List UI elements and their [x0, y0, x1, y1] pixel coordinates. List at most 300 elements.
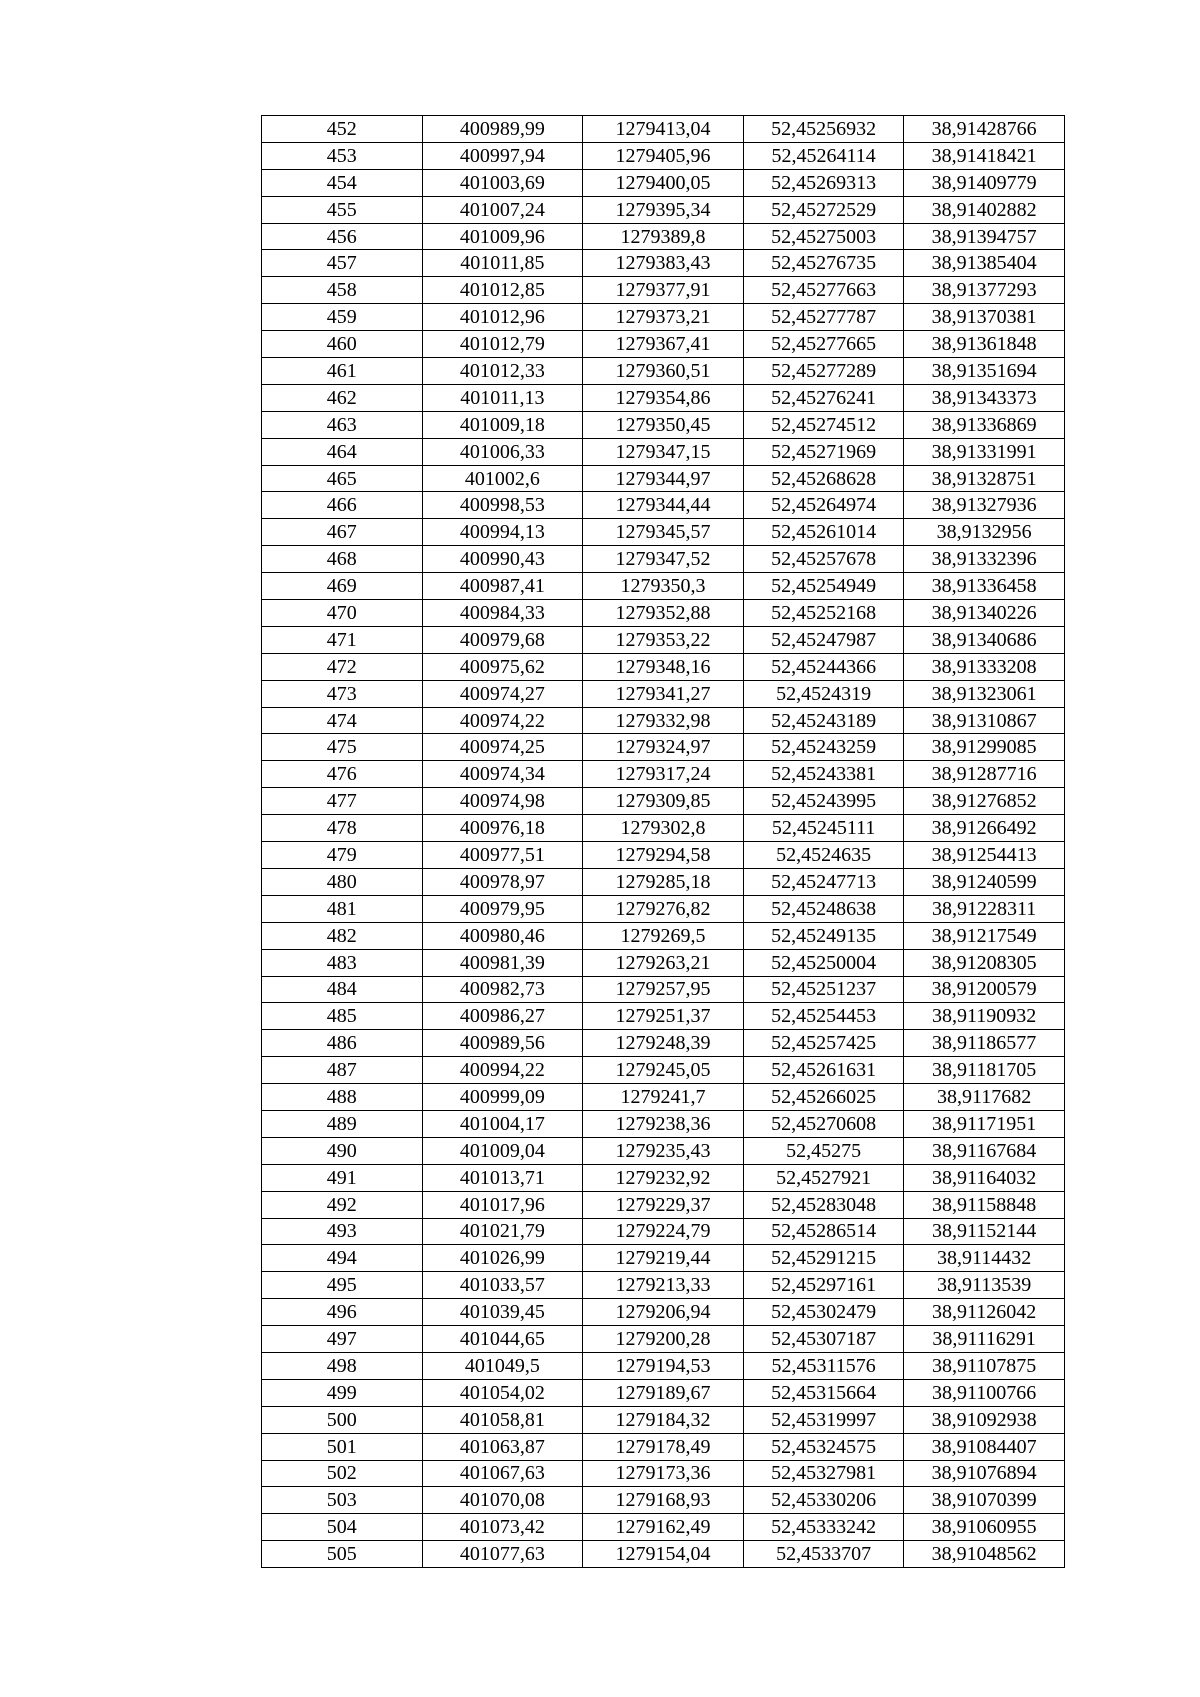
table-row — [262, 1084, 1065, 1111]
latitude-cell: 52,45268628 — [743, 465, 904, 492]
coordinates-table — [261, 115, 1065, 1568]
y-coordinate-cell: 1279352,88 — [583, 600, 744, 627]
table-row — [262, 895, 1065, 922]
y-coordinate-cell: 1279168,93 — [583, 1487, 744, 1514]
point-number-cell: 461 — [262, 358, 423, 385]
point-number-cell: 494 — [262, 1245, 423, 1272]
latitude-cell: 52,45244366 — [743, 653, 904, 680]
longitude-cell: 38,91266492 — [904, 815, 1065, 842]
table-row — [262, 304, 1065, 331]
x-coordinate-cell: 400974,27 — [422, 680, 583, 707]
table-row — [262, 1460, 1065, 1487]
longitude-cell: 38,91107875 — [904, 1352, 1065, 1379]
latitude-cell: 52,45274512 — [743, 411, 904, 438]
point-number-cell: 462 — [262, 384, 423, 411]
latitude-cell: 52,45264114 — [743, 142, 904, 169]
point-number-cell: 495 — [262, 1272, 423, 1299]
longitude-cell: 38,91323061 — [904, 680, 1065, 707]
y-coordinate-cell: 1279206,94 — [583, 1299, 744, 1326]
latitude-cell: 52,45249135 — [743, 922, 904, 949]
point-number-cell: 470 — [262, 600, 423, 627]
longitude-cell: 38,91351694 — [904, 358, 1065, 385]
longitude-cell: 38,91228311 — [904, 895, 1065, 922]
point-number-cell: 491 — [262, 1164, 423, 1191]
table-row — [262, 1379, 1065, 1406]
latitude-cell: 52,45297161 — [743, 1272, 904, 1299]
longitude-cell: 38,91158848 — [904, 1191, 1065, 1218]
table-row — [262, 1433, 1065, 1460]
point-number-cell: 488 — [262, 1084, 423, 1111]
point-number-cell: 499 — [262, 1379, 423, 1406]
x-coordinate-cell: 400977,51 — [422, 842, 583, 869]
latitude-cell: 52,45266025 — [743, 1084, 904, 1111]
x-coordinate-cell: 400994,22 — [422, 1057, 583, 1084]
latitude-cell: 52,45251237 — [743, 976, 904, 1003]
longitude-cell: 38,91336869 — [904, 411, 1065, 438]
latitude-cell: 52,45271969 — [743, 438, 904, 465]
x-coordinate-cell: 400987,41 — [422, 573, 583, 600]
longitude-cell: 38,9132956 — [904, 519, 1065, 546]
latitude-cell: 52,45254949 — [743, 573, 904, 600]
table-row — [262, 1406, 1065, 1433]
table-row — [262, 949, 1065, 976]
y-coordinate-cell: 1279405,96 — [583, 142, 744, 169]
latitude-cell: 52,45276735 — [743, 250, 904, 277]
y-coordinate-cell: 1279194,53 — [583, 1352, 744, 1379]
x-coordinate-cell: 400974,98 — [422, 788, 583, 815]
y-coordinate-cell: 1279353,22 — [583, 626, 744, 653]
point-number-cell: 460 — [262, 331, 423, 358]
table-row — [262, 1110, 1065, 1137]
table-row — [262, 1272, 1065, 1299]
point-number-cell: 469 — [262, 573, 423, 600]
y-coordinate-cell: 1279344,97 — [583, 465, 744, 492]
table-row — [262, 707, 1065, 734]
y-coordinate-cell: 1279350,45 — [583, 411, 744, 438]
y-coordinate-cell: 1279309,85 — [583, 788, 744, 815]
x-coordinate-cell: 400989,99 — [422, 116, 583, 143]
longitude-cell: 38,91217549 — [904, 922, 1065, 949]
table-row — [262, 196, 1065, 223]
y-coordinate-cell: 1279377,91 — [583, 277, 744, 304]
table-row — [262, 1164, 1065, 1191]
longitude-cell: 38,91126042 — [904, 1299, 1065, 1326]
latitude-cell: 52,45286514 — [743, 1218, 904, 1245]
x-coordinate-cell: 400982,73 — [422, 976, 583, 1003]
longitude-cell: 38,91428766 — [904, 116, 1065, 143]
table-row — [262, 1299, 1065, 1326]
table-row — [262, 169, 1065, 196]
point-number-cell: 455 — [262, 196, 423, 223]
table-row — [262, 1137, 1065, 1164]
x-coordinate-cell: 401006,33 — [422, 438, 583, 465]
latitude-cell: 52,45327981 — [743, 1460, 904, 1487]
y-coordinate-cell: 1279344,44 — [583, 492, 744, 519]
latitude-cell: 52,45330206 — [743, 1487, 904, 1514]
table-row — [262, 277, 1065, 304]
x-coordinate-cell: 400974,34 — [422, 761, 583, 788]
point-number-cell: 468 — [262, 546, 423, 573]
longitude-cell: 38,91076894 — [904, 1460, 1065, 1487]
latitude-cell: 52,45283048 — [743, 1191, 904, 1218]
longitude-cell: 38,91060955 — [904, 1514, 1065, 1541]
latitude-cell: 52,45264974 — [743, 492, 904, 519]
longitude-cell: 38,91070399 — [904, 1487, 1065, 1514]
y-coordinate-cell: 1279373,21 — [583, 304, 744, 331]
point-number-cell: 463 — [262, 411, 423, 438]
x-coordinate-cell: 401012,85 — [422, 277, 583, 304]
latitude-cell: 52,45315664 — [743, 1379, 904, 1406]
y-coordinate-cell: 1279400,05 — [583, 169, 744, 196]
x-coordinate-cell: 401011,85 — [422, 250, 583, 277]
point-number-cell: 498 — [262, 1352, 423, 1379]
x-coordinate-cell: 400976,18 — [422, 815, 583, 842]
table-row — [262, 331, 1065, 358]
longitude-cell: 38,91287716 — [904, 761, 1065, 788]
point-number-cell: 478 — [262, 815, 423, 842]
longitude-cell: 38,91385404 — [904, 250, 1065, 277]
point-number-cell: 482 — [262, 922, 423, 949]
x-coordinate-cell: 400978,97 — [422, 868, 583, 895]
point-number-cell: 454 — [262, 169, 423, 196]
longitude-cell: 38,91240599 — [904, 868, 1065, 895]
longitude-cell: 38,91092938 — [904, 1406, 1065, 1433]
latitude-cell: 52,45270608 — [743, 1110, 904, 1137]
table-row — [262, 976, 1065, 1003]
latitude-cell: 52,45277665 — [743, 331, 904, 358]
longitude-cell: 38,91377293 — [904, 277, 1065, 304]
y-coordinate-cell: 1279178,49 — [583, 1433, 744, 1460]
x-coordinate-cell: 401012,96 — [422, 304, 583, 331]
point-number-cell: 474 — [262, 707, 423, 734]
table-row — [262, 680, 1065, 707]
point-number-cell: 493 — [262, 1218, 423, 1245]
x-coordinate-cell: 401012,79 — [422, 331, 583, 358]
y-coordinate-cell: 1279302,8 — [583, 815, 744, 842]
latitude-cell: 52,45272529 — [743, 196, 904, 223]
point-number-cell: 465 — [262, 465, 423, 492]
longitude-cell: 38,91310867 — [904, 707, 1065, 734]
x-coordinate-cell: 401009,18 — [422, 411, 583, 438]
x-coordinate-cell: 401012,33 — [422, 358, 583, 385]
y-coordinate-cell: 1279235,43 — [583, 1137, 744, 1164]
latitude-cell: 52,4524319 — [743, 680, 904, 707]
latitude-cell: 52,4524635 — [743, 842, 904, 869]
point-number-cell: 458 — [262, 277, 423, 304]
latitude-cell: 52,45243189 — [743, 707, 904, 734]
latitude-cell: 52,45275003 — [743, 223, 904, 250]
point-number-cell: 466 — [262, 492, 423, 519]
longitude-cell: 38,91340686 — [904, 626, 1065, 653]
table-row — [262, 1218, 1065, 1245]
table-row — [262, 573, 1065, 600]
y-coordinate-cell: 1279285,18 — [583, 868, 744, 895]
x-coordinate-cell: 401073,42 — [422, 1514, 583, 1541]
y-coordinate-cell: 1279348,16 — [583, 653, 744, 680]
longitude-cell: 38,91254413 — [904, 842, 1065, 869]
x-coordinate-cell: 400974,22 — [422, 707, 583, 734]
x-coordinate-cell: 400979,95 — [422, 895, 583, 922]
table-row — [262, 116, 1065, 143]
table-row — [262, 250, 1065, 277]
y-coordinate-cell: 1279189,67 — [583, 1379, 744, 1406]
latitude-cell: 52,45243995 — [743, 788, 904, 815]
x-coordinate-cell: 400994,13 — [422, 519, 583, 546]
latitude-cell: 52,45307187 — [743, 1326, 904, 1353]
latitude-cell: 52,45247713 — [743, 868, 904, 895]
x-coordinate-cell: 401049,5 — [422, 1352, 583, 1379]
table-row — [262, 734, 1065, 761]
latitude-cell: 52,45302479 — [743, 1299, 904, 1326]
table-row — [262, 1352, 1065, 1379]
latitude-cell: 52,45269313 — [743, 169, 904, 196]
latitude-cell: 52,45256932 — [743, 116, 904, 143]
table-row — [262, 142, 1065, 169]
table-row — [262, 1541, 1065, 1568]
latitude-cell: 52,45250004 — [743, 949, 904, 976]
latitude-cell: 52,45291215 — [743, 1245, 904, 1272]
point-number-cell: 504 — [262, 1514, 423, 1541]
x-coordinate-cell: 401007,24 — [422, 196, 583, 223]
y-coordinate-cell: 1279245,05 — [583, 1057, 744, 1084]
longitude-cell: 38,91332396 — [904, 546, 1065, 573]
point-number-cell: 472 — [262, 653, 423, 680]
y-coordinate-cell: 1279184,32 — [583, 1406, 744, 1433]
latitude-cell: 52,45275 — [743, 1137, 904, 1164]
y-coordinate-cell: 1279383,43 — [583, 250, 744, 277]
longitude-cell: 38,91164032 — [904, 1164, 1065, 1191]
point-number-cell: 475 — [262, 734, 423, 761]
latitude-cell: 52,45254453 — [743, 1003, 904, 1030]
point-number-cell: 452 — [262, 116, 423, 143]
y-coordinate-cell: 1279332,98 — [583, 707, 744, 734]
x-coordinate-cell: 400997,94 — [422, 142, 583, 169]
longitude-cell: 38,91084407 — [904, 1433, 1065, 1460]
point-number-cell: 501 — [262, 1433, 423, 1460]
latitude-cell: 52,45277663 — [743, 277, 904, 304]
y-coordinate-cell: 1279251,37 — [583, 1003, 744, 1030]
y-coordinate-cell: 1279269,5 — [583, 922, 744, 949]
longitude-cell: 38,91340226 — [904, 600, 1065, 627]
y-coordinate-cell: 1279257,95 — [583, 976, 744, 1003]
longitude-cell: 38,9113539 — [904, 1272, 1065, 1299]
longitude-cell: 38,91100766 — [904, 1379, 1065, 1406]
longitude-cell: 38,91048562 — [904, 1541, 1065, 1568]
point-number-cell: 484 — [262, 976, 423, 1003]
table-row — [262, 384, 1065, 411]
y-coordinate-cell: 1279350,3 — [583, 573, 744, 600]
x-coordinate-cell: 401058,81 — [422, 1406, 583, 1433]
y-coordinate-cell: 1279248,39 — [583, 1030, 744, 1057]
table-row — [262, 1487, 1065, 1514]
y-coordinate-cell: 1279224,79 — [583, 1218, 744, 1245]
table-row — [262, 438, 1065, 465]
y-coordinate-cell: 1279294,58 — [583, 842, 744, 869]
x-coordinate-cell: 400974,25 — [422, 734, 583, 761]
y-coordinate-cell: 1279360,51 — [583, 358, 744, 385]
latitude-cell: 52,45276241 — [743, 384, 904, 411]
table-row — [262, 600, 1065, 627]
table-row — [262, 1514, 1065, 1541]
longitude-cell: 38,91186577 — [904, 1030, 1065, 1057]
longitude-cell: 38,91328751 — [904, 465, 1065, 492]
longitude-cell: 38,91208305 — [904, 949, 1065, 976]
y-coordinate-cell: 1279173,36 — [583, 1460, 744, 1487]
latitude-cell: 52,45252168 — [743, 600, 904, 627]
table-row — [262, 842, 1065, 869]
latitude-cell: 52,45277787 — [743, 304, 904, 331]
point-number-cell: 486 — [262, 1030, 423, 1057]
y-coordinate-cell: 1279263,21 — [583, 949, 744, 976]
table-row — [262, 411, 1065, 438]
longitude-cell: 38,91171951 — [904, 1110, 1065, 1137]
point-number-cell: 492 — [262, 1191, 423, 1218]
y-coordinate-cell: 1279413,04 — [583, 116, 744, 143]
point-number-cell: 479 — [262, 842, 423, 869]
y-coordinate-cell: 1279347,52 — [583, 546, 744, 573]
table-row — [262, 1057, 1065, 1084]
x-coordinate-cell: 401077,63 — [422, 1541, 583, 1568]
y-coordinate-cell: 1279317,24 — [583, 761, 744, 788]
longitude-cell: 38,91152144 — [904, 1218, 1065, 1245]
x-coordinate-cell: 401067,63 — [422, 1460, 583, 1487]
y-coordinate-cell: 1279200,28 — [583, 1326, 744, 1353]
x-coordinate-cell: 400981,39 — [422, 949, 583, 976]
latitude-cell: 52,45324575 — [743, 1433, 904, 1460]
point-number-cell: 505 — [262, 1541, 423, 1568]
x-coordinate-cell: 401021,79 — [422, 1218, 583, 1245]
y-coordinate-cell: 1279232,92 — [583, 1164, 744, 1191]
point-number-cell: 457 — [262, 250, 423, 277]
x-coordinate-cell: 400986,27 — [422, 1003, 583, 1030]
latitude-cell: 52,45319997 — [743, 1406, 904, 1433]
x-coordinate-cell: 401063,87 — [422, 1433, 583, 1460]
table-row — [262, 626, 1065, 653]
table-row — [262, 1030, 1065, 1057]
table-row — [262, 922, 1065, 949]
y-coordinate-cell: 1279219,44 — [583, 1245, 744, 1272]
table-row — [262, 815, 1065, 842]
x-coordinate-cell: 401017,96 — [422, 1191, 583, 1218]
latitude-cell: 52,4533707 — [743, 1541, 904, 1568]
table-row — [262, 1245, 1065, 1272]
point-number-cell: 487 — [262, 1057, 423, 1084]
table-row — [262, 358, 1065, 385]
longitude-cell: 38,91190932 — [904, 1003, 1065, 1030]
longitude-cell: 38,91418421 — [904, 142, 1065, 169]
latitude-cell: 52,45333242 — [743, 1514, 904, 1541]
point-number-cell: 500 — [262, 1406, 423, 1433]
latitude-cell: 52,45257678 — [743, 546, 904, 573]
point-number-cell: 480 — [262, 868, 423, 895]
latitude-cell: 52,4527921 — [743, 1164, 904, 1191]
point-number-cell: 467 — [262, 519, 423, 546]
y-coordinate-cell: 1279276,82 — [583, 895, 744, 922]
x-coordinate-cell: 400980,46 — [422, 922, 583, 949]
y-coordinate-cell: 1279162,49 — [583, 1514, 744, 1541]
longitude-cell: 38,91402882 — [904, 196, 1065, 223]
y-coordinate-cell: 1279347,15 — [583, 438, 744, 465]
point-number-cell: 473 — [262, 680, 423, 707]
y-coordinate-cell: 1279341,27 — [583, 680, 744, 707]
y-coordinate-cell: 1279238,36 — [583, 1110, 744, 1137]
table-row — [262, 465, 1065, 492]
table-row — [262, 653, 1065, 680]
table-row — [262, 519, 1065, 546]
latitude-cell: 52,45243259 — [743, 734, 904, 761]
point-number-cell: 485 — [262, 1003, 423, 1030]
latitude-cell: 52,45245111 — [743, 815, 904, 842]
point-number-cell: 476 — [262, 761, 423, 788]
longitude-cell: 38,91409779 — [904, 169, 1065, 196]
point-number-cell: 497 — [262, 1326, 423, 1353]
x-coordinate-cell: 400990,43 — [422, 546, 583, 573]
latitude-cell: 52,45311576 — [743, 1352, 904, 1379]
y-coordinate-cell: 1279395,34 — [583, 196, 744, 223]
x-coordinate-cell: 401013,71 — [422, 1164, 583, 1191]
longitude-cell: 38,91327936 — [904, 492, 1065, 519]
longitude-cell: 38,91181705 — [904, 1057, 1065, 1084]
longitude-cell: 38,91343373 — [904, 384, 1065, 411]
point-number-cell: 483 — [262, 949, 423, 976]
table-row — [262, 1003, 1065, 1030]
longitude-cell: 38,91336458 — [904, 573, 1065, 600]
latitude-cell: 52,45247987 — [743, 626, 904, 653]
latitude-cell: 52,45261631 — [743, 1057, 904, 1084]
point-number-cell: 502 — [262, 1460, 423, 1487]
table-row — [262, 761, 1065, 788]
longitude-cell: 38,9114432 — [904, 1245, 1065, 1272]
point-number-cell: 489 — [262, 1110, 423, 1137]
latitude-cell: 52,45243381 — [743, 761, 904, 788]
table-row — [262, 546, 1065, 573]
table-row — [262, 492, 1065, 519]
y-coordinate-cell: 1279367,41 — [583, 331, 744, 358]
x-coordinate-cell: 400984,33 — [422, 600, 583, 627]
table-row — [262, 788, 1065, 815]
y-coordinate-cell: 1279213,33 — [583, 1272, 744, 1299]
longitude-cell: 38,91394757 — [904, 223, 1065, 250]
latitude-cell: 52,45277289 — [743, 358, 904, 385]
x-coordinate-cell: 401009,96 — [422, 223, 583, 250]
longitude-cell: 38,91370381 — [904, 304, 1065, 331]
table-row — [262, 1191, 1065, 1218]
x-coordinate-cell: 401033,57 — [422, 1272, 583, 1299]
point-number-cell: 471 — [262, 626, 423, 653]
longitude-cell: 38,91116291 — [904, 1326, 1065, 1353]
x-coordinate-cell: 401009,04 — [422, 1137, 583, 1164]
y-coordinate-cell: 1279229,37 — [583, 1191, 744, 1218]
longitude-cell: 38,91331991 — [904, 438, 1065, 465]
point-number-cell: 496 — [262, 1299, 423, 1326]
point-number-cell: 453 — [262, 142, 423, 169]
point-number-cell: 481 — [262, 895, 423, 922]
x-coordinate-cell: 400979,68 — [422, 626, 583, 653]
x-coordinate-cell: 400999,09 — [422, 1084, 583, 1111]
x-coordinate-cell: 401003,69 — [422, 169, 583, 196]
x-coordinate-cell: 401002,6 — [422, 465, 583, 492]
x-coordinate-cell: 401011,13 — [422, 384, 583, 411]
x-coordinate-cell: 401070,08 — [422, 1487, 583, 1514]
x-coordinate-cell: 401026,99 — [422, 1245, 583, 1272]
longitude-cell: 38,91167684 — [904, 1137, 1065, 1164]
point-number-cell: 456 — [262, 223, 423, 250]
point-number-cell: 503 — [262, 1487, 423, 1514]
point-number-cell: 459 — [262, 304, 423, 331]
longitude-cell: 38,91333208 — [904, 653, 1065, 680]
x-coordinate-cell: 401054,02 — [422, 1379, 583, 1406]
latitude-cell: 52,45261014 — [743, 519, 904, 546]
